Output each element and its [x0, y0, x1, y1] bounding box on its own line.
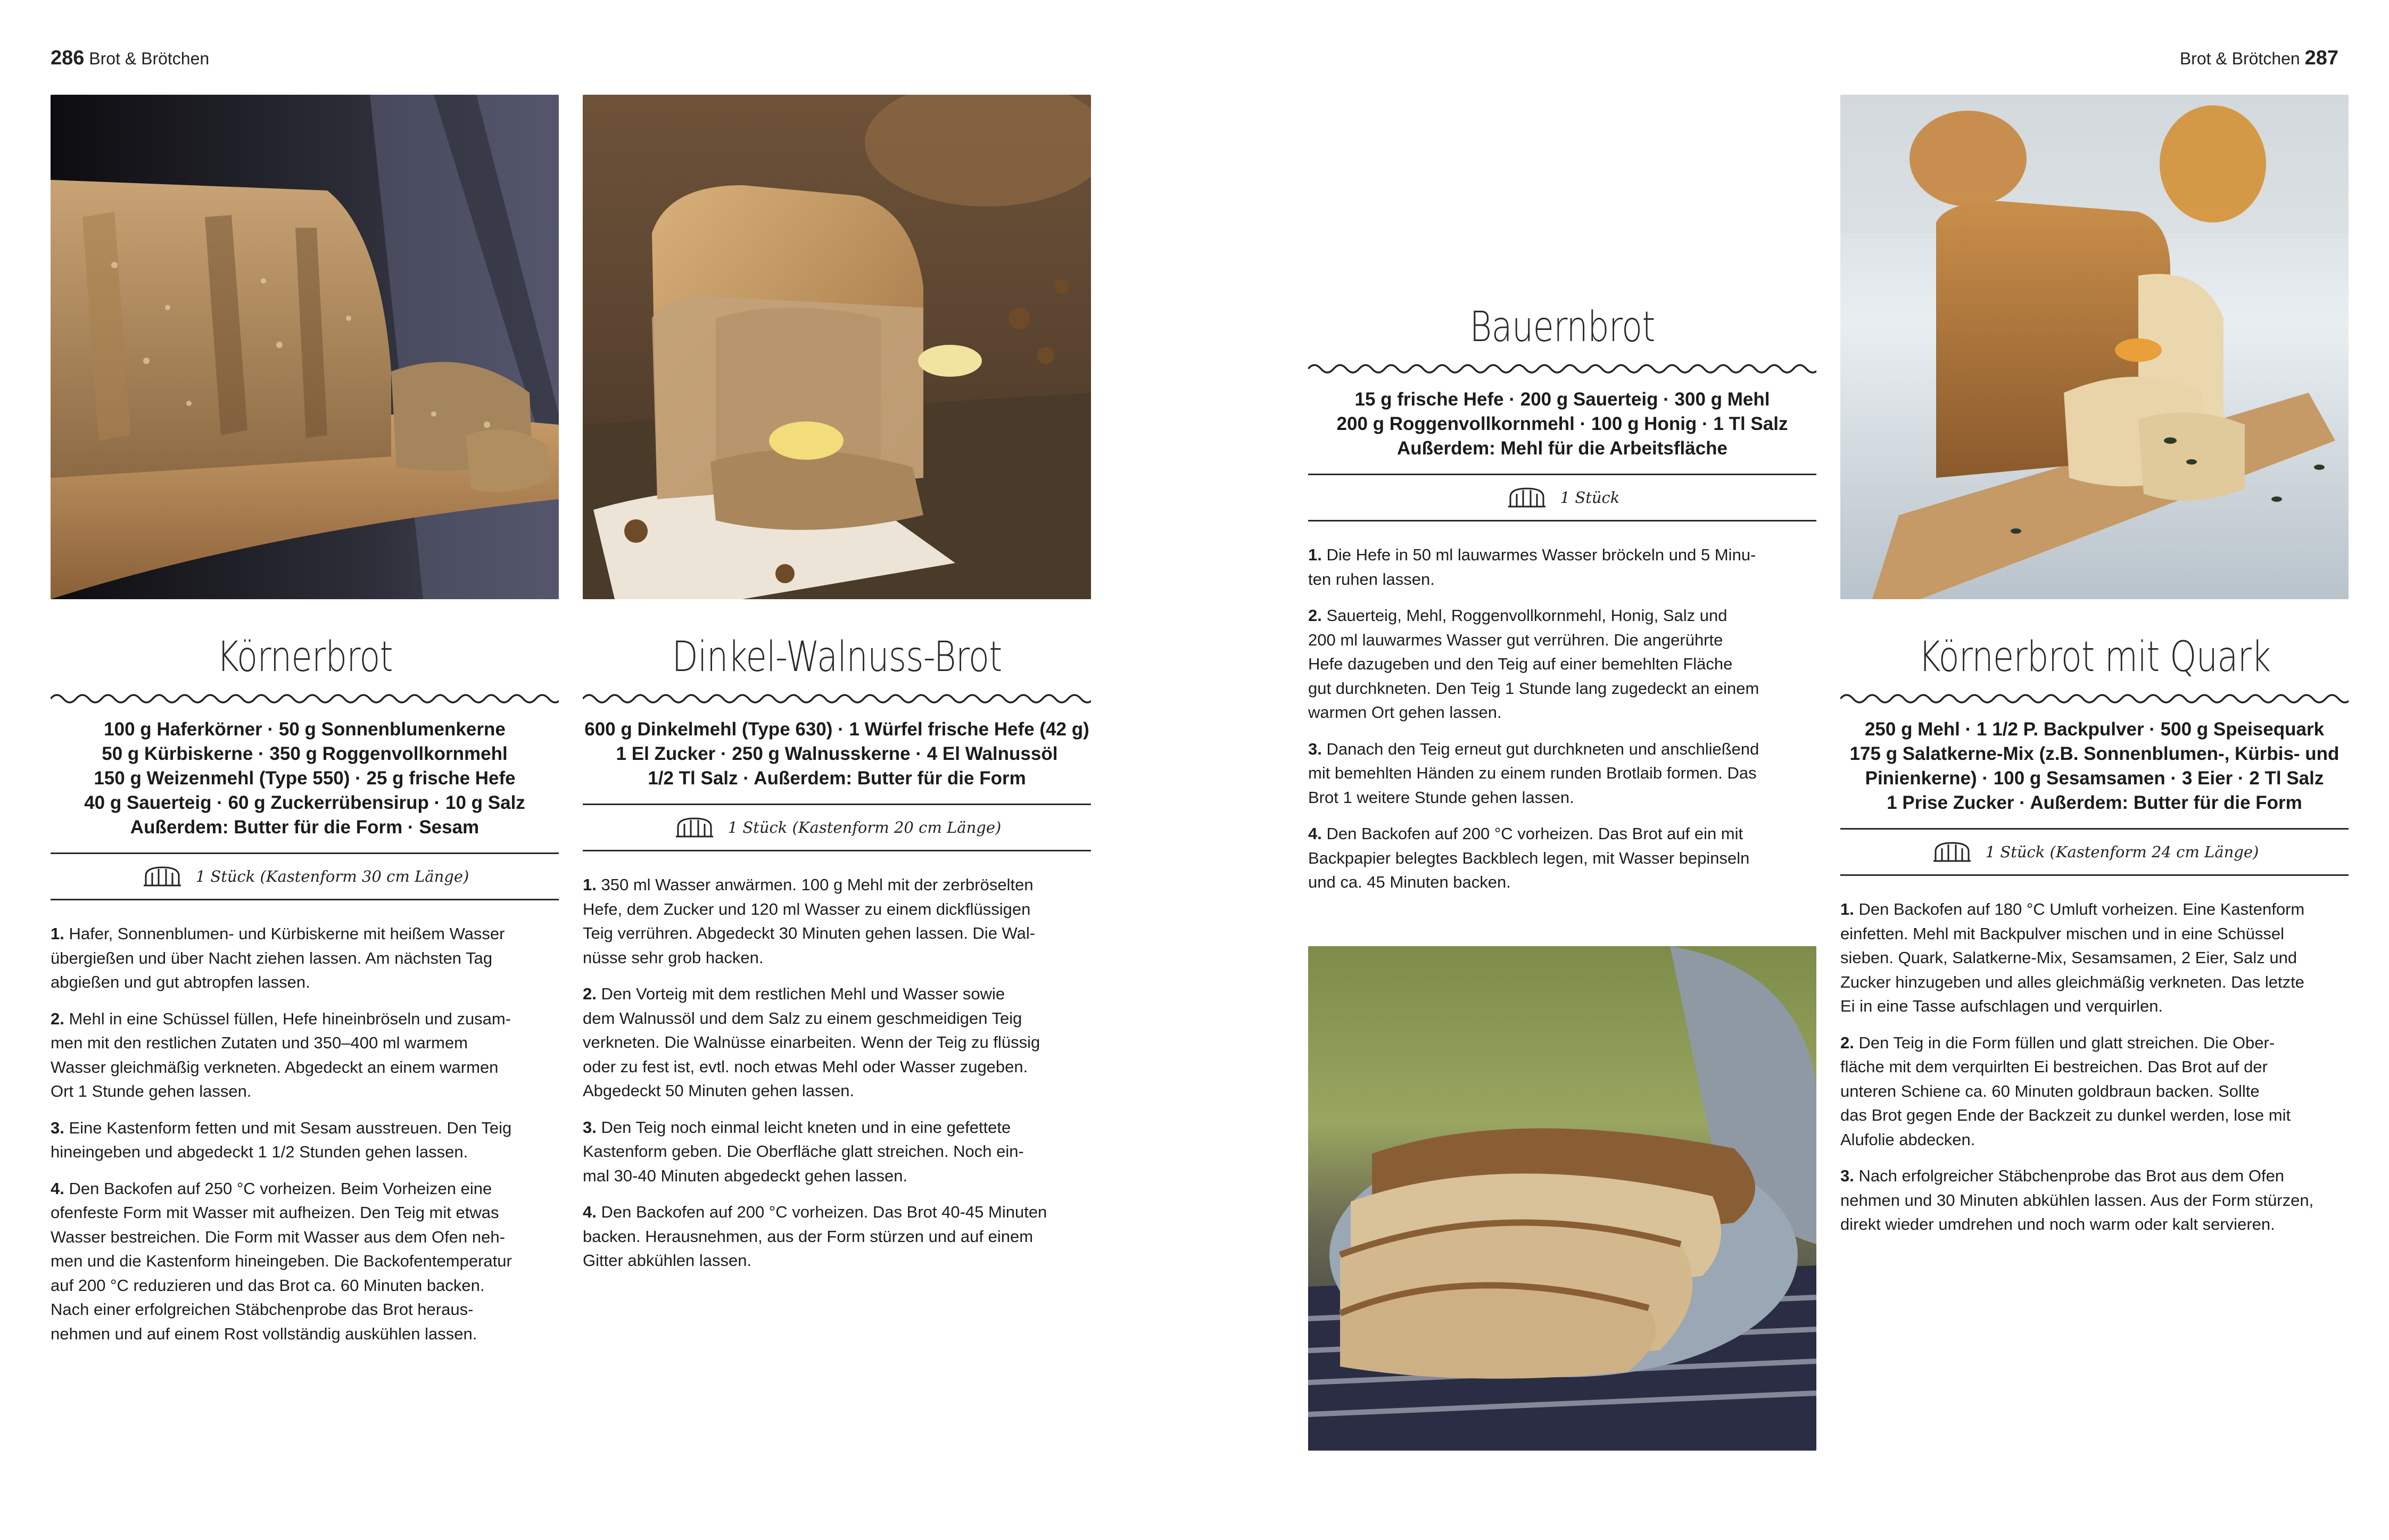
loaf-pan-icon — [140, 864, 184, 889]
step-line: men und die Kastenform hineingeben. Die Backofentemperatur — [51, 1252, 512, 1270]
step-line: 200 ml lauwarmes Wasser gut verrühren. Die angerührte — [1308, 630, 1723, 649]
step-number: 1. — [1840, 900, 1854, 918]
yield-text: 1 Stück (Kastenform 30 cm Länge) — [195, 867, 469, 885]
step — [583, 1115, 1091, 1188]
step — [1308, 603, 1816, 725]
step-line: Teig verrühren. Abgedeckt 30 Minuten gehen lassen. Die Wal- — [583, 924, 1036, 942]
divider-line — [583, 850, 1091, 851]
step-line: Gitter abkühlen lassen. — [583, 1251, 752, 1270]
step-line: nehmen und auf einem Rost vollständig auskühlen lassen. — [51, 1324, 477, 1343]
recipe-bauernbrot — [1308, 303, 1816, 907]
step-line: backen. Herausnehmen, aus der Form stürzen und auf einem — [583, 1227, 1034, 1246]
ingredient-line: 50 g Kürbiskerne · 350 g Roggenvollkornmehl — [102, 743, 508, 764]
step-line: men mit den restlichen Zutaten und 350–400 ml warmem — [51, 1033, 468, 1052]
left-chapter-title: Brot & Brötchen — [89, 49, 210, 68]
step-line: ten ruhen lassen. — [1308, 569, 1435, 589]
step-number: 4. — [583, 1203, 597, 1221]
step-line: Eine Kastenform fetten und mit Sesam ausstreuen. Den Teig — [69, 1118, 512, 1137]
divider-line — [1308, 520, 1816, 521]
ingredient-line: 15 g frische Hefe · 200 g Sauerteig · 300 g Mehl — [1354, 389, 1770, 410]
step-number: 3. — [1308, 739, 1322, 758]
ingredient-line: 40 g Sauerteig · 60 g Zuckerrübensirup · 10 g Salz — [84, 792, 525, 813]
step-line: Den Teig noch einmal leicht kneten und in eine gefettete — [601, 1117, 1011, 1137]
ingredients — [583, 717, 1091, 791]
step — [583, 873, 1091, 970]
step-line: Den Backofen auf 250 °C vorheizen. Beim Vorheizen eine — [69, 1179, 492, 1198]
step-number: 4. — [51, 1179, 64, 1198]
divider-line — [51, 899, 559, 900]
yield-text: 1 Stück — [1560, 489, 1620, 507]
step-line: Den Teig in die Form füllen und glatt streichen. Die Ober- — [1858, 1033, 2275, 1052]
step-number: 2. — [583, 984, 597, 1003]
step — [1308, 543, 1816, 591]
step-line: Nach einer erfolgreichen Stäbchenprobe das Brot heraus- — [51, 1300, 474, 1319]
step-number: 2. — [1308, 606, 1322, 625]
left-page-number: 286 — [51, 47, 85, 69]
step-line: übergießen und über Nacht ziehen lassen. Am nächsten Tag — [51, 948, 493, 967]
step-line: hineingeben und abgedeckt 1 1/2 Stunden gehen lassen. — [51, 1142, 468, 1161]
photo-dinkel-walnuss-brot — [583, 95, 1091, 599]
right-chapter-title: Brot & Brötchen — [2179, 49, 2300, 68]
step-line: mal 30-40 Minuten abgedeckt gehen lassen. — [583, 1166, 908, 1185]
ingredient-line: 600 g Dinkelmehl (Type 630) · 1 Würfel frische Hefe (42 g) — [584, 719, 1089, 740]
step-number: 1. — [1308, 545, 1322, 564]
step — [583, 1200, 1091, 1273]
ingredient-line: 200 g Roggenvollkornmehl · 100 g Honig · 1 Tl Salz — [1336, 413, 1788, 434]
step — [1840, 897, 2349, 1019]
step — [1308, 737, 1816, 810]
recipe-title: Körnerbrot mit Quark — [1918, 633, 2271, 681]
step-line: Sauerteig, Mehl, Roggenvollkornmehl, Honig, Salz und — [1326, 606, 1727, 625]
yield-row — [51, 854, 559, 899]
step-line: Abgedeckt 50 Minuten gehen lassen. — [583, 1081, 855, 1100]
recipe-koernerbrot — [51, 633, 559, 1358]
right-running-head — [2180, 47, 2338, 70]
photo-koernerbrot-mit-quark — [1840, 95, 2349, 599]
ingredient-line: Außerdem: Butter für die Form · Sesam — [130, 817, 480, 838]
step-line: Backpapier belegtes Backblech legen, mit Wasser bepinseln — [1308, 848, 1750, 867]
step-line: Zucker hinzugeben und alles gleichmäßig verkneten. Das letzte — [1840, 972, 2304, 991]
recipe-title: Dinkel-Walnuss-Brot — [672, 633, 1002, 681]
step-line: Hafer, Sonnenblumen- und Kürbiskerne mit heißem Wasser — [69, 924, 505, 943]
step-line: dem Walnussöl und dem Salz zu einem geschmeidigen Teig — [583, 1008, 1022, 1028]
step-line: Den Backofen auf 180 °C Umluft vorheizen. Eine Kastenform — [1858, 900, 2305, 918]
yield-row — [583, 805, 1091, 850]
step-line: oder zu fest ist, evtl. noch etwas Mehl oder Wasser zugeben. — [583, 1057, 1028, 1076]
step-number: 3. — [51, 1118, 64, 1137]
loaf-pan-icon — [673, 815, 716, 840]
step-number: 4. — [1308, 824, 1322, 843]
recipe-title: Bauernbrot — [1469, 303, 1655, 351]
step-line: direkt wieder umdrehen und noch warm oder kalt servieren. — [1840, 1215, 2275, 1233]
preparation-steps — [583, 873, 1091, 1273]
step-line: nüsse sehr grob hacken. — [583, 948, 764, 967]
step-line: Den Vorteig mit dem restlichen Mehl und Wasser sowie — [601, 984, 1005, 1003]
step-line: einfetten. Mehl mit Backpulver mischen und in eine Schüssel — [1840, 924, 2284, 943]
step-line: Den Backofen auf 200 °C vorheizen. Das Brot auf ein mit — [1326, 824, 1743, 843]
photo-koernerbrot — [51, 95, 559, 599]
step-line: Hefe, dem Zucker und 120 ml Wasser zu einem dickflüssigen — [583, 899, 1031, 918]
left-running-head — [51, 47, 209, 70]
loaf-pan-icon — [1930, 840, 1974, 864]
step-line: abgießen und gut abtropfen lassen. — [51, 973, 310, 991]
ingredient-line: 175 g Salatkerne-Mix (z.B. Sonnenblumen-, Kürbis- und — [1849, 743, 2340, 764]
step-line: Wasser gleichmäßig verkneten. Abgedeckt an einem warmen — [51, 1057, 499, 1077]
step-number: 1. — [51, 924, 64, 943]
step-line: sieben. Quark, Salatkerne-Mix, Sesamsamen, 2 Eier, Salz und — [1840, 948, 2297, 967]
step-line: warmen Ort gehen lassen. — [1308, 703, 1502, 722]
recipe-title: Körnerbrot — [217, 633, 393, 681]
step-line: Ei in eine Tasse aufschlagen und verquirlen. — [1840, 997, 2163, 1015]
step-line: Den Backofen auf 200 °C vorheizen. Das Brot 40-45 Minuten — [601, 1203, 1047, 1221]
yield-row — [1308, 475, 1816, 520]
step-line: Brot 1 weitere Stunde gehen lassen. — [1308, 788, 1574, 807]
step-number: 3. — [583, 1117, 597, 1137]
step-line: Ort 1 Stunde gehen lassen. — [51, 1082, 252, 1100]
step — [583, 982, 1091, 1103]
ingredients — [51, 717, 559, 840]
wavy-divider — [1308, 363, 1816, 375]
ingredient-line: 1 Prise Zucker · Außerdem: Butter für die Form — [1887, 792, 2302, 813]
wavy-divider — [51, 693, 559, 705]
yield-row — [1840, 830, 2349, 874]
step-line: und ca. 45 Minuten backen. — [1308, 873, 1511, 891]
divider-line — [1840, 874, 2349, 876]
ingredient-line: 100 g Haferkörner · 50 g Sonnenblumenkerne — [104, 719, 506, 740]
step-number: 2. — [1840, 1033, 1854, 1052]
ingredients — [1840, 717, 2349, 815]
preparation-steps — [51, 922, 559, 1346]
ingredients — [1308, 387, 1816, 461]
ingredient-line: 250 g Mehl · 1 1/2 P. Backpulver · 500 g Speisequark — [1864, 719, 2325, 740]
step-line: ofenfeste Form mit Wasser mit aufheizen. Den Teig mit etwas — [51, 1203, 499, 1222]
yield-text: 1 Stück (Kastenform 24 cm Länge) — [1985, 843, 2259, 861]
step-line: Nach erfolgreicher Stäbchenprobe das Brot aus dem Ofen — [1858, 1166, 2285, 1185]
step — [1308, 822, 1816, 895]
step-line: unteren Schiene ca. 60 Minuten goldbraun backen. Sollte — [1840, 1081, 2260, 1100]
step-line: fläche mit dem verquirlten Ei bestreichen. Das Brot auf der — [1840, 1057, 2268, 1076]
step — [51, 922, 559, 995]
step-number: 1. — [583, 875, 597, 894]
step-number: 3. — [1840, 1166, 1854, 1185]
preparation-steps — [1840, 897, 2349, 1237]
ingredient-line: 150 g Weizenmehl (Type 550) · 25 g frische Hefe — [94, 768, 516, 789]
step-line: Danach den Teig erneut gut durchkneten und anschließend — [1326, 739, 1759, 758]
step-line: auf 200 °C reduzieren und das Brot ca. 60 Minuten backen. — [51, 1276, 485, 1295]
step-line: Alufolie abdecken. — [1840, 1130, 1975, 1149]
step-number: 2. — [51, 1009, 64, 1028]
step-line: Wasser bestreichen. Die Form mit Wasser aus dem Ofen neh- — [51, 1227, 505, 1246]
step — [51, 1116, 559, 1164]
wavy-divider — [1840, 693, 2349, 705]
step — [51, 1007, 559, 1104]
ingredient-line: 1 El Zucker · 250 g Walnusskerne · 4 El Walnussöl — [616, 743, 1058, 764]
step-line: gut durchkneten. Den Teig 1 Stunde lang zugedeckt an einem — [1308, 678, 1759, 698]
step-line: das Brot gegen Ende der Backzeit zu dunkel werden, lose mit — [1840, 1106, 2291, 1124]
step-line: 350 ml Wasser anwärmen. 100 g Mehl mit der zerbröselten — [601, 875, 1034, 894]
step-line: nehmen und 30 Minuten abkühlen lassen. Aus der Form stürzen, — [1840, 1190, 2314, 1210]
loaf-pan-icon — [1505, 485, 1549, 510]
ingredient-line: 1/2 Tl Salz · Außerdem: Butter für die Form — [648, 768, 1026, 789]
right-page-number: 287 — [2304, 47, 2338, 69]
step-line: Die Hefe in 50 ml lauwarmes Wasser bröckeln und 5 Minu- — [1326, 545, 1756, 564]
step-line: mit bemehlten Händen zu einem runden Brotlaib formen. Das — [1308, 764, 1757, 782]
step-line: Hefe dazugeben und den Teig auf einer bemehlten Fläche — [1308, 655, 1733, 673]
step-line: Kastenform geben. Die Oberfläche glatt streichen. Noch ein- — [583, 1142, 1024, 1161]
preparation-steps — [1308, 543, 1816, 895]
step — [51, 1177, 559, 1346]
wavy-divider — [583, 693, 1091, 705]
ingredient-line: Pinienkerne) · 100 g Sesamsamen · 3 Eier · 2 Tl Salz — [1865, 768, 2324, 789]
ingredient-line: Außerdem: Mehl für die Arbeitsfläche — [1396, 438, 1728, 459]
recipe-koernerbrot-mit-quark — [1840, 633, 2349, 1249]
step — [1840, 1164, 2349, 1237]
yield-text: 1 Stück (Kastenform 20 cm Länge) — [728, 818, 1002, 837]
recipe-dinkel-walnuss-brot — [583, 633, 1091, 1285]
photo-bauernbrot — [1308, 946, 1816, 1451]
step — [1840, 1031, 2349, 1152]
step-line: Mehl in eine Schüssel füllen, Hefe hineinbröseln und zusam- — [69, 1009, 511, 1028]
step-line: verkneten. Die Walnüsse einarbeiten. Wenn der Teig zu flüssig — [583, 1033, 1040, 1051]
